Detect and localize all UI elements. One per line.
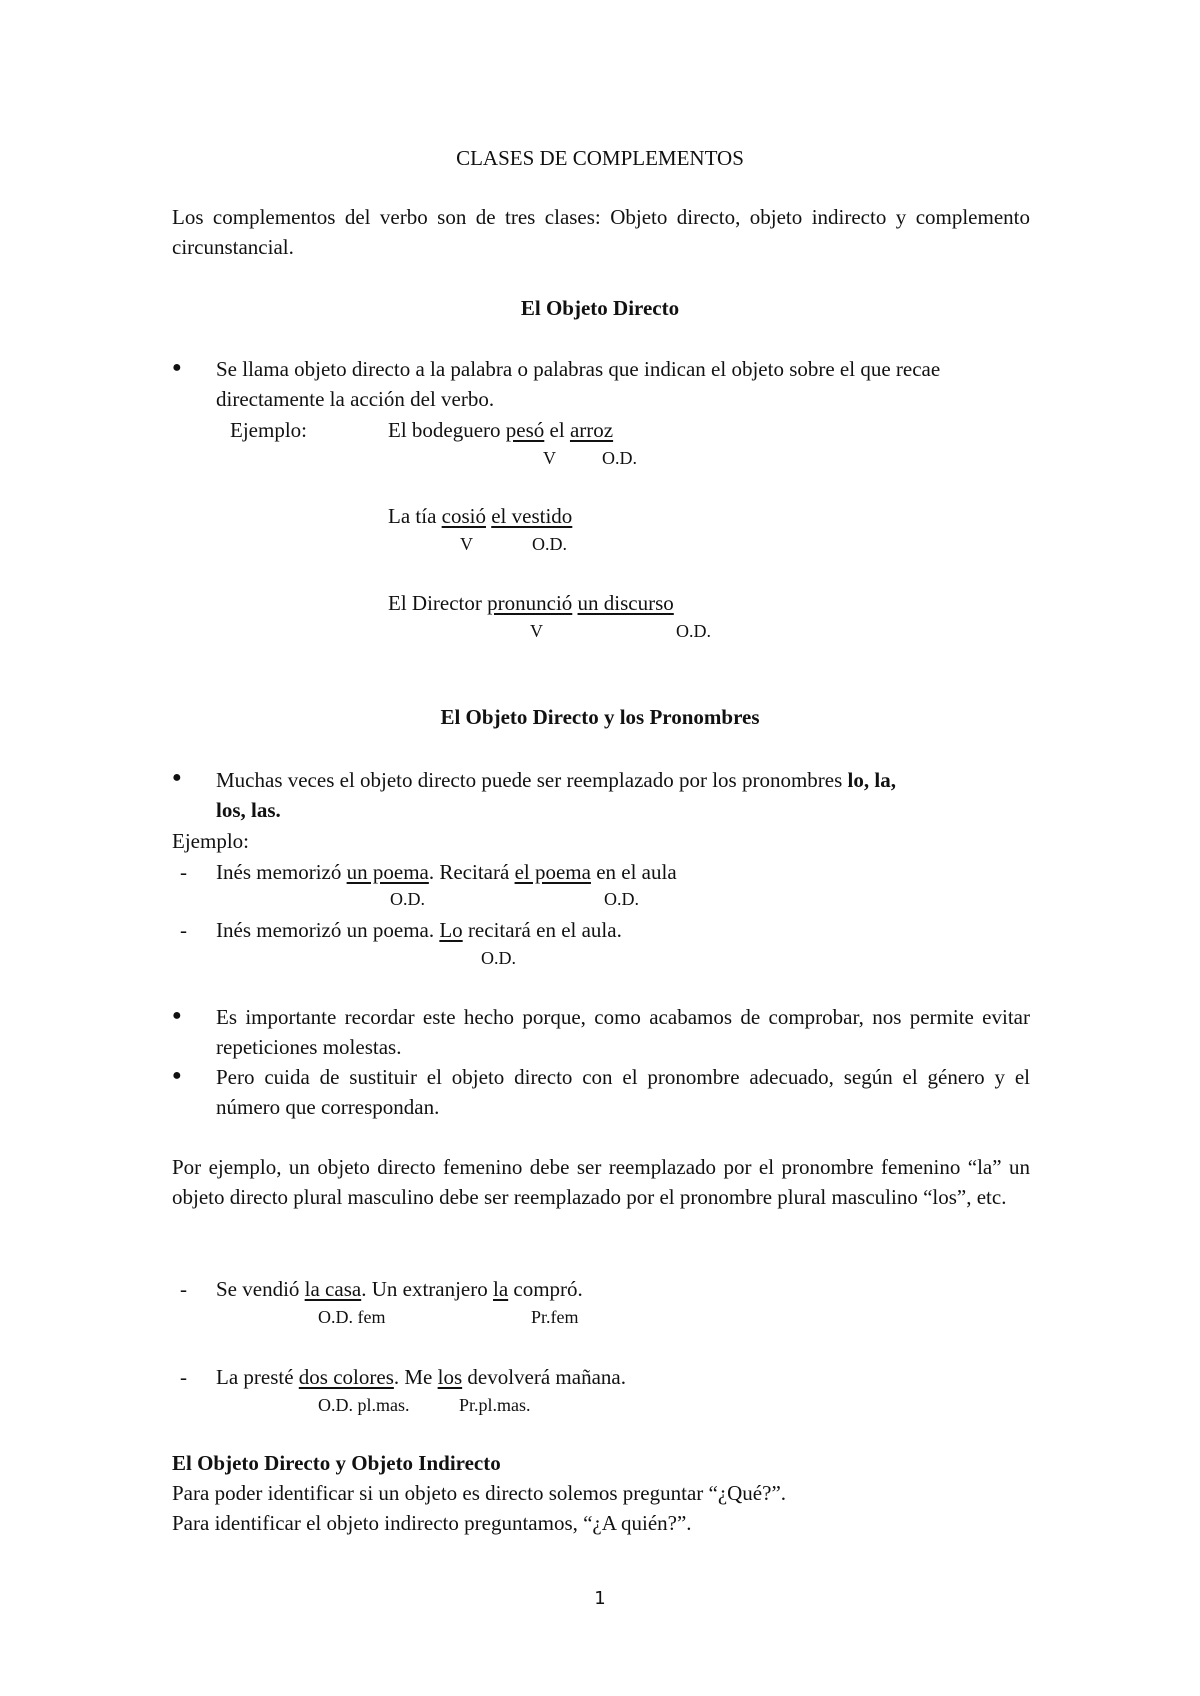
- dash-marker: -: [180, 1365, 187, 1389]
- dash-marker: -: [180, 860, 187, 884]
- bullet-pronombres: Muchas veces el objeto directo puede ser reemplazado por los pronombres lo, la,: [216, 768, 896, 792]
- explanation-paragraph: Por ejemplo, un objeto directo femenino debe ser reemplazado por el pronombre femenino “la” un objeto directo plural masculino debe ser reemplazado por el pronombre plural masculino “los”, etc.: [172, 1155, 1030, 1209]
- example-sentence: Inés memorizó un poema. Recitará el poema en el aula: [216, 860, 677, 884]
- example-sentence: Se vendió la casa. Un extranjero la compró.: [216, 1277, 583, 1301]
- dash-marker: -: [180, 918, 187, 942]
- example-sentence: El bodeguero pesó el arroz: [388, 418, 614, 442]
- section-heading-indirecto: El Objeto Directo y Objeto Indirecto: [172, 1451, 501, 1475]
- page-title: CLASES DE COMPLEMENTOS: [456, 146, 744, 170]
- tag-object: O.D.: [602, 448, 637, 468]
- tag-object: O.D.: [532, 534, 567, 554]
- bullet-importante: Es importante recordar este hecho porque, como acabamos de comprobar, nos permite evitar repeticiones molestas.: [216, 1005, 1030, 1059]
- tag-verb: V: [530, 621, 543, 641]
- intro-paragraph: Los complementos del verbo son de tres clases: Objeto directo, objeto indirecto y complemento circunstancial.: [172, 205, 1030, 259]
- bullet-icon: ●: [172, 359, 182, 376]
- bullet-icon: ●: [172, 1067, 182, 1084]
- example-sentence: Inés memorizó un poema. Lo recitará en el aula.: [216, 918, 622, 942]
- section-heading-pronombres: El Objeto Directo y los Pronombres: [440, 705, 760, 729]
- section-heading-objeto-directo: El Objeto Directo: [520, 296, 680, 320]
- tag-object: O.D.: [390, 889, 425, 909]
- example-label: Ejemplo:: [172, 829, 249, 853]
- tag-pronoun: Pr.fem: [531, 1307, 579, 1327]
- example-sentence: La presté dos colores. Me los devolverá mañana.: [216, 1365, 626, 1389]
- tag-object: O.D.: [676, 621, 711, 641]
- page-number: 1: [594, 1588, 606, 1609]
- bullet-cuida: Pero cuida de sustituir el objeto directo con el pronombre adecuado, según el género y el número que correspondan.: [216, 1065, 1030, 1119]
- text-line: Para identificar el objeto indirecto preguntamos, “¿A quién?”.: [172, 1511, 692, 1535]
- text-line: Para poder identificar si un objeto es directo solemos preguntar “¿Qué?”.: [172, 1481, 787, 1505]
- tag-object: O.D. pl.mas.: [318, 1395, 410, 1415]
- tag-object: O.D. fem: [318, 1307, 386, 1327]
- bullet-icon: ●: [172, 769, 182, 786]
- bullet-definition: Se llama objeto directo a la palabra o palabras que indican el objeto sobre el que recae directamente la acción del verbo.: [216, 357, 941, 411]
- bullet-icon: ●: [172, 1007, 182, 1024]
- tag-verb: V: [543, 448, 556, 468]
- tag-object: O.D.: [481, 948, 516, 968]
- tag-pronoun: Pr.pl.mas.: [459, 1395, 531, 1415]
- dash-marker: -: [180, 1277, 187, 1301]
- example-label: Ejemplo:: [230, 418, 307, 442]
- example-sentence: El Director pronunció un discurso: [388, 591, 674, 615]
- example-sentence: La tía cosió el vestido: [388, 504, 573, 528]
- tag-object: O.D.: [604, 889, 639, 909]
- tag-verb: V: [460, 534, 473, 554]
- bullet-pronombres-continued: los, las.: [216, 798, 281, 822]
